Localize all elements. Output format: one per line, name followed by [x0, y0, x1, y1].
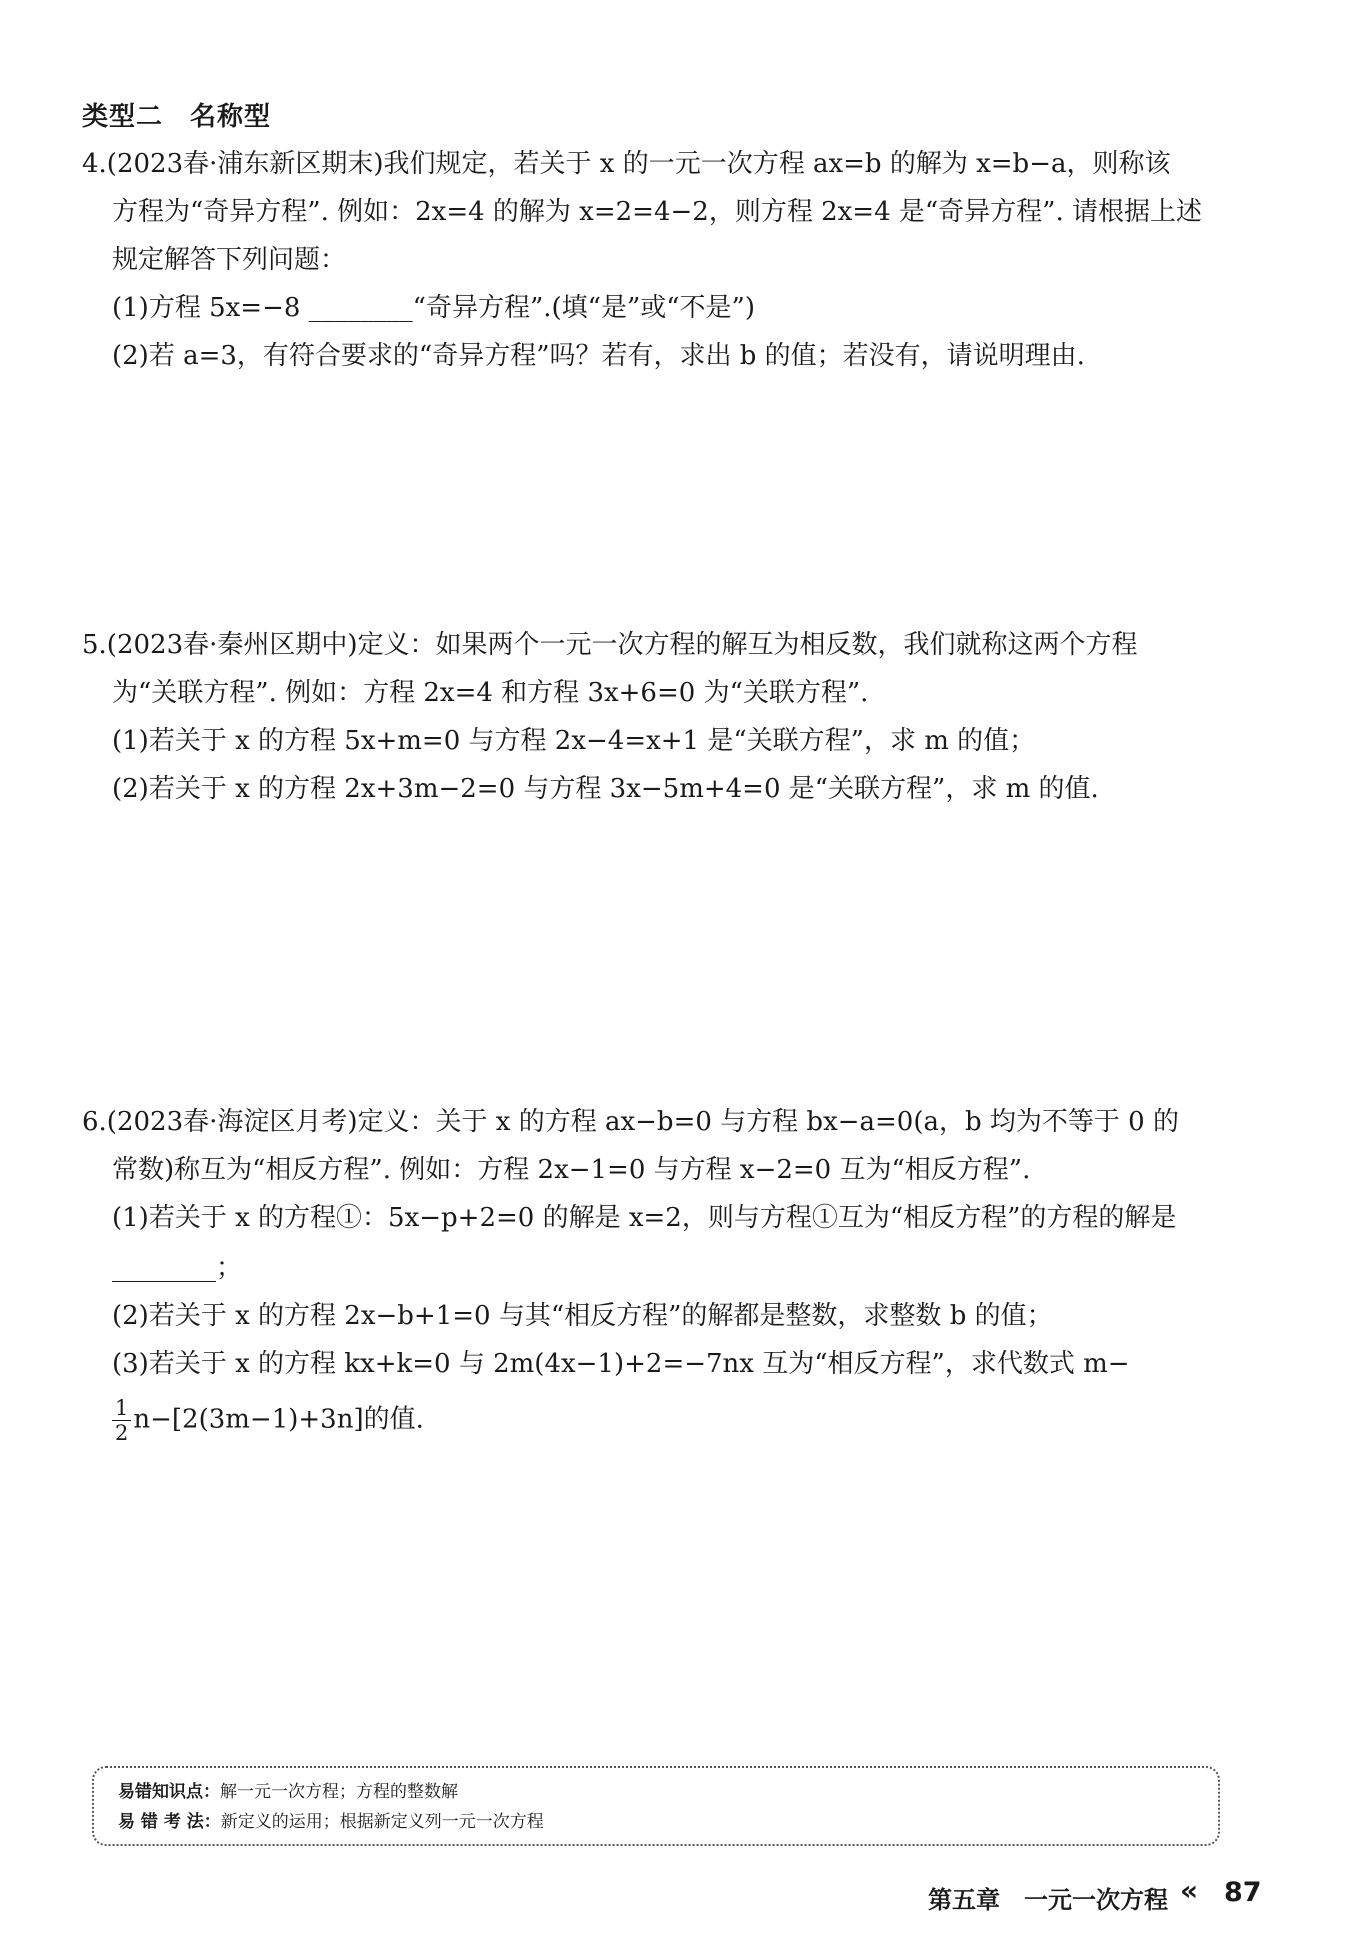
error-prone-note-box — [92, 1766, 1220, 1846]
note-method-label: 易 错 考 法： — [118, 1812, 221, 1832]
note-knowledge-text: 解一元一次方程；方程的整数解 — [220, 1782, 458, 1802]
double-chevron-left-icon: « — [1180, 1874, 1199, 1907]
problem-4-question-1: (1)方程 5x=−8 ________“奇异方程”.(填“是”或“不是”) — [112, 293, 755, 323]
fraction-one-half — [112, 1396, 131, 1445]
problem-6-question-3-tail: n−[2(3m−1)+3n]的值. — [133, 1404, 424, 1435]
problem-5-question-1: (1)若关于 x 的方程 5x+m=0 与方程 2x−4=x+1 是“关联方程”，求 m 的值； — [112, 726, 1036, 756]
note-method-text: 新定义的运用；根据新定义列一元一次方程 — [220, 1812, 544, 1832]
problem-4-question-2: (2)若 a=3，有符合要求的“奇异方程”吗？若有，求出 b 的值；若没有，请说明理由. — [112, 341, 1085, 371]
footer-chapter-title: 第五章 一元一次方程 — [928, 1886, 1168, 1914]
problem-4-line-3: 规定解答下列问题： — [112, 245, 347, 275]
problem-6-question-3-continued — [112, 1396, 424, 1445]
note-knowledge-line — [118, 1780, 458, 1804]
section-title: 类型二 名称型 — [82, 102, 272, 132]
problem-5-question-2: (2)若关于 x 的方程 2x+3m−2=0 与方程 3x−5m+4=0 是“关联方程”，求 m 的值. — [112, 774, 1099, 804]
problem-6-question-1: (1)若关于 x 的方程①：5x−p+2=0 的解是 x=2，则与方程①互为“相反方程”的方程的解是 — [112, 1203, 1177, 1233]
problem-5-line-2: 为“关联方程”. 例如：方程 2x=4 和方程 3x+6=0 为“关联方程”. — [112, 678, 869, 708]
problem-5-line-1: 5.(2023春·秦州区期中)定义：如果两个一元一次方程的解互为相反数，我们就称这两个方程 — [82, 630, 1138, 660]
problem-6-line-1: 6.(2023春·海淀区月考)定义：关于 x 的方程 ax−b=0 与方程 bx−a=0(a，b 均为不等于 0 的 — [82, 1107, 1179, 1137]
problem-6-answer-blank: ________； — [112, 1253, 243, 1283]
note-method-line — [118, 1810, 544, 1834]
problem-4-line-1: 4.(2023春·浦东新区期末)我们规定，若关于 x 的一元一次方程 ax=b 的解为 x=b−a，则称该 — [82, 149, 1171, 179]
page-number: 87 — [1224, 1877, 1262, 1908]
problem-6-question-3: (3)若关于 x 的方程 kx+k=0 与 2m(4x−1)+2=−7nx 互为“相反方程”，求代数式 m− — [112, 1349, 1130, 1379]
problem-4-line-2: 方程为“奇异方程”. 例如：2x=4 的解为 x=2=4−2，则方程 2x=4 是“奇异方程”. 请根据上述 — [112, 197, 1202, 227]
note-knowledge-label: 易错知识点： — [118, 1782, 220, 1802]
problem-6-line-2: 常数)称互为“相反方程”. 例如：方程 2x−1=0 与方程 x−2=0 互为“相反方程”. — [112, 1155, 1031, 1185]
fraction-numerator: 1 — [112, 1396, 131, 1421]
problem-6-question-2: (2)若关于 x 的方程 2x−b+1=0 与其“相反方程”的解都是整数，求整数 b 的值； — [112, 1301, 1053, 1331]
fraction-denominator: 2 — [115, 1421, 129, 1445]
